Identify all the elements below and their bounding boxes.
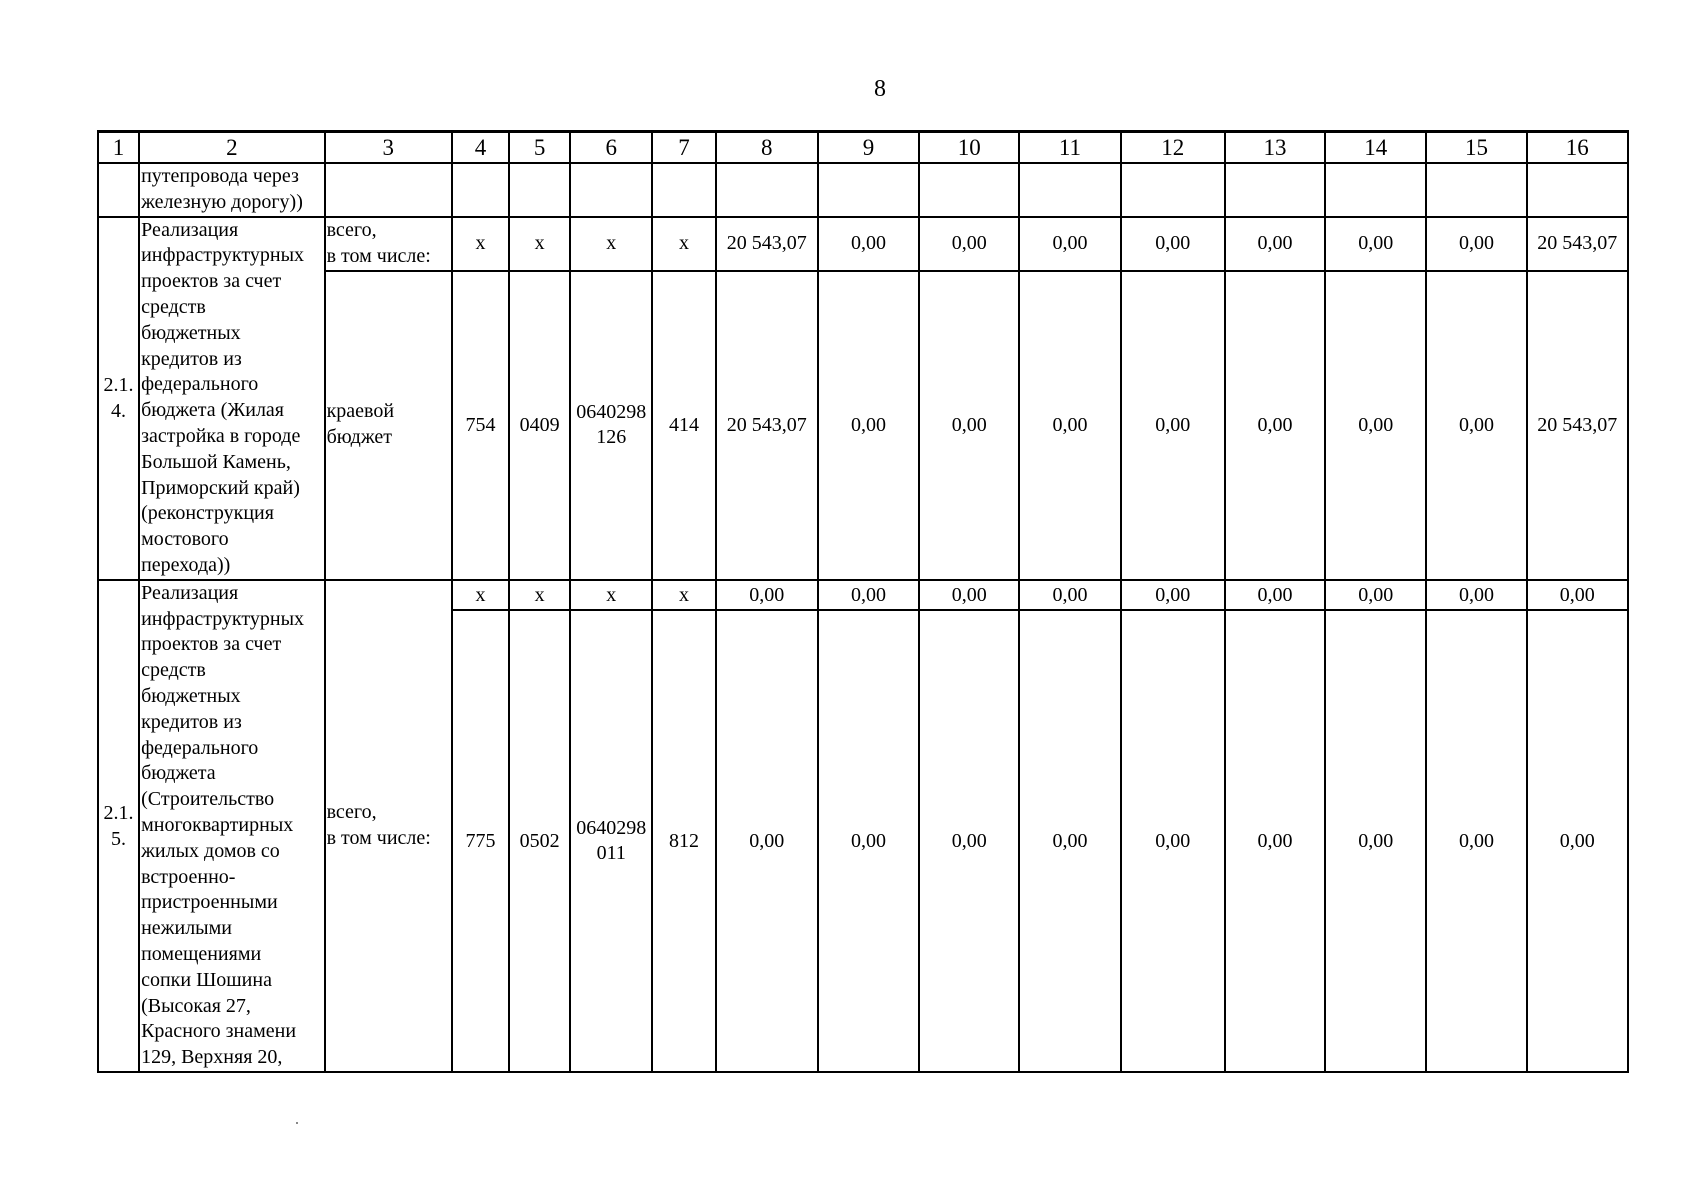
value-cell: 20 543,07 (716, 271, 818, 580)
value-cell: 0,00 (1225, 580, 1325, 610)
header-cell: 9 (818, 132, 919, 164)
empty-cell (1527, 163, 1628, 217)
value-cell: 0,00 (1426, 271, 1526, 580)
value-cell: 0,00 (1225, 217, 1325, 271)
row-name-cell: Реализация инфраструктурных проектов за счет средств бюджетных кредитов из федерального бюджета (Строительство многоквартирных жилых домов со встроенно- пристроенными нежилыми помещениями сопки Шошина (Высокая 27, Красного знамени 129, Верхняя 20, (139, 580, 324, 1072)
value-cell: 0,00 (919, 271, 1019, 580)
header-cell: 8 (716, 132, 818, 164)
header-cell: 11 (1019, 132, 1120, 164)
value-cell: 0,00 (1121, 580, 1225, 610)
header-cell: 12 (1121, 132, 1225, 164)
value-cell: 0,00 (1019, 610, 1120, 1072)
header-cell: 4 (452, 132, 509, 164)
empty-cell (1325, 163, 1426, 217)
value-cell: 0502 (509, 610, 570, 1072)
value-cell: 0409 (509, 271, 570, 580)
value-cell: 0,00 (1325, 217, 1426, 271)
row-name-cell: Реализация инфраструктурных проектов за счет средств бюджетных кредитов из федерального бюджета (Жилая застройка в городе Большой Камень, Приморский край) (реконструкция мостового перехода)) (139, 217, 324, 580)
value-cell: 775 (452, 610, 509, 1072)
page-number: 8 (874, 76, 886, 102)
funding-source-cell: всего, в том числе: (325, 580, 452, 1072)
row-number-cell: 2.1. 4. (98, 217, 139, 580)
empty-cell (509, 163, 570, 217)
header-row (98, 132, 1628, 164)
value-cell: x (452, 217, 509, 271)
header-cell: 15 (1426, 132, 1526, 164)
value-cell: 0,00 (1426, 217, 1526, 271)
value-cell: 0,00 (818, 580, 919, 610)
scan-artifact (296, 1122, 298, 1124)
header-cell: 3 (325, 132, 452, 164)
value-cell: 0,00 (716, 610, 818, 1072)
budget-table (97, 130, 1629, 1073)
value-cell: 0,00 (1121, 217, 1225, 271)
header-cell: 16 (1527, 132, 1628, 164)
value-cell: 812 (652, 610, 715, 1072)
value-cell: x (570, 217, 652, 271)
empty-cell (919, 163, 1019, 217)
value-cell: 0,00 (1325, 271, 1426, 580)
empty-cell (452, 163, 509, 217)
value-cell: 0,00 (1019, 580, 1120, 610)
empty-cell (716, 163, 818, 217)
header-cell: 5 (509, 132, 570, 164)
empty-cell (1019, 163, 1120, 217)
header-cell: 7 (652, 132, 715, 164)
value-cell: 0,00 (1325, 580, 1426, 610)
empty-cell (1426, 163, 1526, 217)
value-cell: 0,00 (1527, 610, 1628, 1072)
value-cell: 0,00 (919, 580, 1019, 610)
empty-cell (325, 163, 452, 217)
value-cell: 0,00 (818, 217, 919, 271)
empty-cell (652, 163, 715, 217)
value-cell: 20 543,07 (1527, 271, 1628, 580)
value-cell: 0,00 (818, 271, 919, 580)
table-row (98, 271, 1628, 580)
value-cell: x (652, 580, 715, 610)
value-cell: 0,00 (1121, 610, 1225, 1072)
value-cell: x (509, 217, 570, 271)
header-cell: 14 (1325, 132, 1426, 164)
empty-cell (1121, 163, 1225, 217)
value-cell: 0,00 (919, 610, 1019, 1072)
row-number-cell (98, 163, 139, 217)
table-row (98, 163, 1628, 217)
row-number-cell: 2.1. 5. (98, 580, 139, 1072)
empty-cell (1225, 163, 1325, 217)
value-cell: 0,00 (1426, 580, 1526, 610)
header-cell: 13 (1225, 132, 1325, 164)
value-cell: 0,00 (1325, 610, 1426, 1072)
value-cell: 0,00 (1019, 271, 1120, 580)
value-cell: 0,00 (818, 610, 919, 1072)
funding-source-cell: всего, в том числе: (325, 217, 452, 271)
value-cell: 414 (652, 271, 715, 580)
value-cell: 0,00 (1225, 610, 1325, 1072)
empty-cell (570, 163, 652, 217)
value-cell: 0,00 (1019, 217, 1120, 271)
value-cell: 0,00 (716, 580, 818, 610)
header-cell: 2 (139, 132, 324, 164)
value-cell: 0,00 (1527, 580, 1628, 610)
header-cell: 1 (98, 132, 139, 164)
empty-cell (818, 163, 919, 217)
value-cell: x (652, 217, 715, 271)
value-cell: 20 543,07 (716, 217, 818, 271)
value-cell: 20 543,07 (1527, 217, 1628, 271)
funding-source-cell: краевой бюджет (325, 271, 452, 580)
header-cell: 6 (570, 132, 652, 164)
value-cell: 754 (452, 271, 509, 580)
value-cell: x (509, 580, 570, 610)
value-cell: 0640298 011 (570, 610, 652, 1072)
value-cell: 0,00 (919, 217, 1019, 271)
value-cell: 0640298 126 (570, 271, 652, 580)
table-row (98, 217, 1628, 271)
value-cell: 0,00 (1225, 271, 1325, 580)
value-cell: 0,00 (1121, 271, 1225, 580)
value-cell: x (452, 580, 509, 610)
row-name-cell: путепровода через железную дорогу)) (139, 163, 324, 217)
table-row (98, 580, 1628, 610)
value-cell: x (570, 580, 652, 610)
header-cell: 10 (919, 132, 1019, 164)
value-cell: 0,00 (1426, 610, 1526, 1072)
